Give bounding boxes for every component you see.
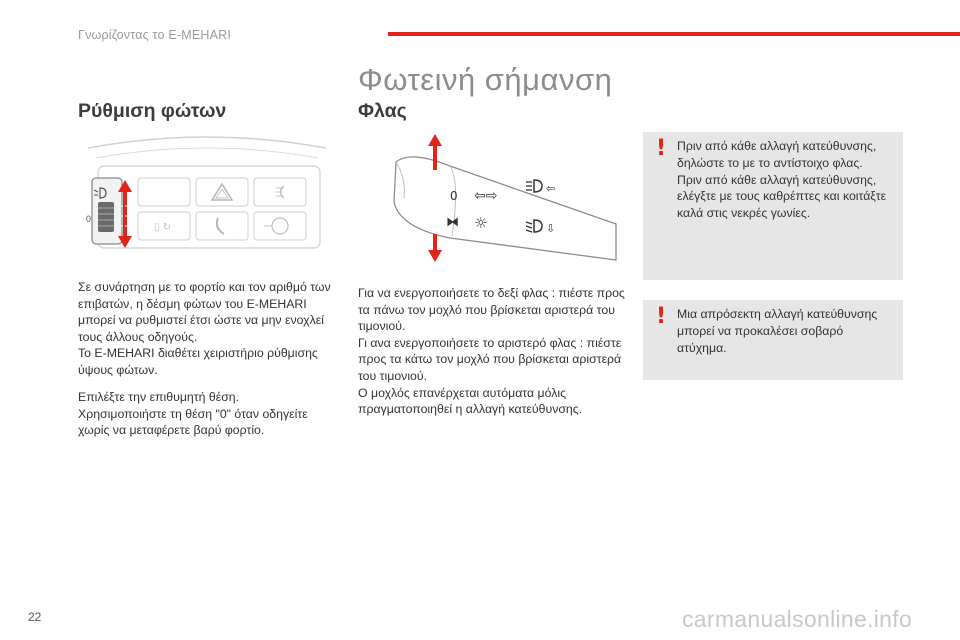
page-number: 22 bbox=[28, 610, 42, 624]
paragraph: Σε συνάρτηση με το φορτίο και τον αριθμό των επιβατών, η δέσμη φώτων του E-MEHARI μπορεί να ρυθμιστεί έτσι ώστε να μην ενοχλεί τους άλλους οδηγούς. bbox=[78, 280, 331, 344]
svg-text:⧓: ⧓ bbox=[446, 215, 459, 230]
svg-text:⇦: ⇦ bbox=[546, 182, 556, 195]
warning-icon: ! bbox=[656, 304, 667, 329]
paragraph: Χρησιμοποιήστε τη θέση "0" όταν οδηγείτε χωρίς να μεταφέρετε βαρύ φορτίο. bbox=[78, 406, 308, 438]
warning-box-2 bbox=[643, 300, 903, 380]
headlamp-intro-text bbox=[78, 279, 340, 379]
down-arrow-icon bbox=[428, 234, 442, 262]
paragraph: Για να ενεργοποιήσετε το δεξί φλας : πιέστε προς τα πάνω τον μοχλό που βρίσκεται αριστερά του τιμονιού. bbox=[358, 286, 625, 334]
indicators-heading: Φλας bbox=[358, 100, 407, 122]
indicators-text bbox=[358, 285, 630, 418]
paragraph: Γι ανα ενεργοποιήσετε το αριστερό φλας : πιέστε προς τα κάτω τον μοχλό που βρίσκεται αριστερά του τιμονιού. bbox=[358, 335, 622, 383]
svg-text:⇦⇨: ⇦⇨ bbox=[474, 188, 498, 204]
side-light-icon bbox=[446, 215, 459, 230]
page-title: Φωτεινή σήμανση bbox=[358, 62, 613, 97]
svg-text:⇩: ⇩ bbox=[546, 222, 556, 235]
svg-text:▯ ↻: ▯ ↻ bbox=[154, 222, 172, 233]
indicator-stalk-illustration bbox=[390, 132, 622, 264]
paragraph: Το E-MEHARI διαθέτει χειριστήριο ρύθμισης ύψους φώτων. bbox=[78, 346, 318, 377]
section-header: Γνωρίζοντας το E-MEHARI bbox=[78, 28, 232, 42]
headlamp-adjust-illustration bbox=[78, 128, 336, 256]
watermark: carmanualsonline.info bbox=[682, 606, 913, 632]
warning-line: Πριν από κάθε αλλαγή κατεύθυνσης, ελέγξτε με τους καθρέπτες και κοιτάξτε καλά στις νεκρές γωνίες. bbox=[677, 172, 887, 221]
paragraph: Ο μοχλός επανέρχεται αυτόματα μόλις πραγματοποιηθεί η αλλαγή κατεύθυνσης. bbox=[358, 385, 583, 417]
stalk-zero-label: 0 bbox=[450, 189, 458, 203]
indicator-arrows-icon bbox=[474, 188, 497, 204]
warning-box-1 bbox=[643, 132, 903, 280]
sun-icon bbox=[474, 214, 487, 232]
headlamp-adjust-heading: Ρύθμιση φώτων bbox=[78, 100, 227, 122]
headlight-icon bbox=[526, 180, 555, 195]
paragraph: Επιλέξτε την επιθυμητή θέση. bbox=[78, 390, 240, 404]
warning-line: Πριν από κάθε αλλαγή κατεύθυνσης, δηλώστε το με το αντίστοιχο φλας. bbox=[677, 139, 877, 170]
warning-icon: ! bbox=[656, 136, 667, 161]
headlamp-instructions-text bbox=[78, 389, 340, 439]
header-accent-bar bbox=[388, 32, 960, 36]
position-zero-label: 0 bbox=[86, 214, 92, 224]
warning-text-1 bbox=[677, 138, 895, 222]
stalk-lever bbox=[394, 157, 616, 260]
svg-text:☼: ☼ bbox=[474, 214, 488, 232]
warning-line: Μια απρόσεκτη αλλαγή κατεύθυνσης μπορεί να προκαλέσει σοβαρό ατύχημα. bbox=[677, 307, 878, 355]
warning-text-2 bbox=[677, 306, 895, 356]
